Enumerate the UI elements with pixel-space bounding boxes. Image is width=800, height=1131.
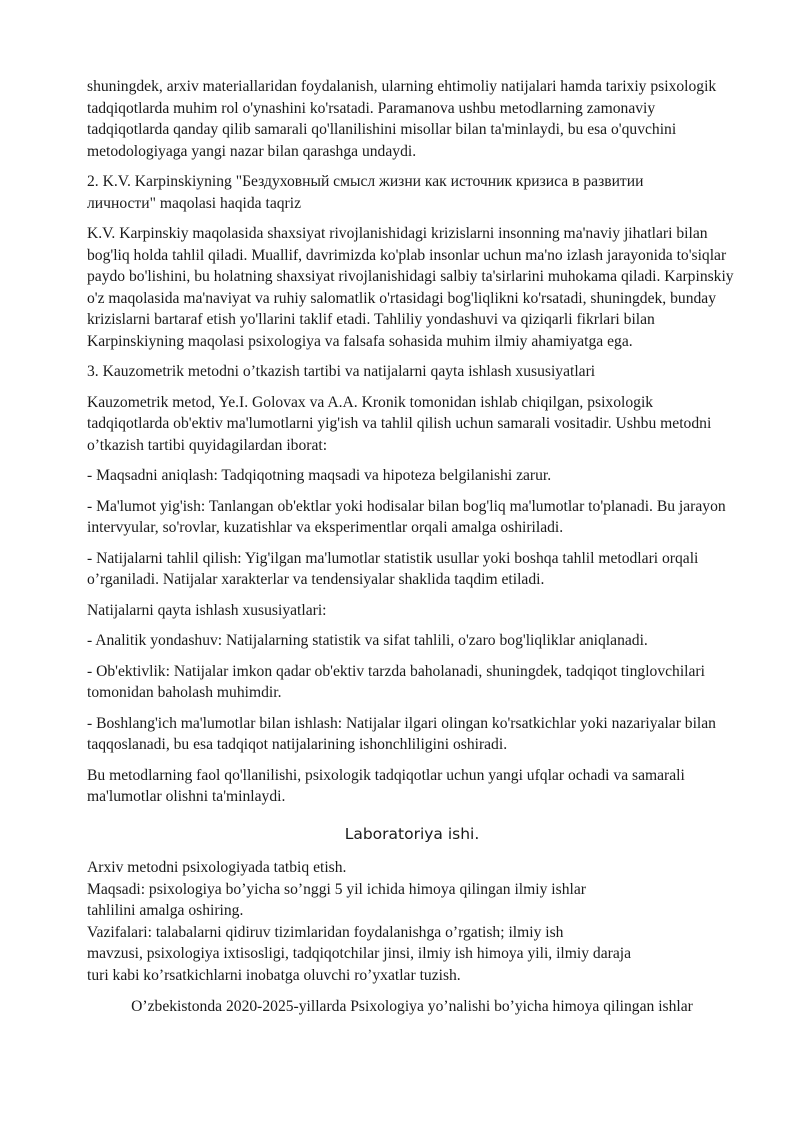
- paragraph-karpinskiy-review: K.V. Karpinskiy maqolasida shaxsiyat rivojlanishidagi krizislarni insonning ma'naviy jihatlari bilan bog'liq holda tahlil qiladi. Muallif, davrimizda ko'plab insonlar uchun ma'no izlash jarayonida to'siqlar paydo bo'lishini, bu holatning shaxsiyat rivojlanishidagi salbiy ta'sirlarini muhokama qiladi. Karpinskiy o'z maqolasida ma'naviyat va ruhiy salomatlik o'rtasidagi bog'liqlikni ko'rsatadi, shuningdek, bunday krizislarni bartaraf etish yo'llarini taklif etadi. Tahliliy yondashuvi va qiziqarli fikrlari bilan Karpinskiyning maqolasi psixologiya va falsafa sohasida muhim ilmiy ahamiyatga ega.: [87, 225, 734, 350]
- section-heading-line-2: личности" maqolasi haqida taqriz: [87, 194, 302, 212]
- lab-line-1: Arxiv metodni psixologiyada tatbiq etish.: [87, 859, 347, 876]
- lab-line-5: mavzusi, psixologiya ixtisosligi, tadqiqotchilar jinsi, ilmiy ish himoya yili, ilmiy daraja: [87, 945, 631, 962]
- lab-description: [87, 857, 737, 986]
- list-item-data-collection: - Ma'lumot yig'ish: Tanlangan ob'ektlar yoki hodisalar bilan bog'liq ma'lumotlar to'planadi. Bu jarayon intervyular, so'rovlar, kuzatishlar va eksperimentlar orqali amalga oshiriladi.: [87, 497, 726, 536]
- paragraph-conclusion: Bu metodlarning faol qo'llanilishi, psixologik tadqiqotlar uchun yangi ufqlar ochadi va samarali ma'lumotlar olishni ta'minlaydi.: [87, 766, 685, 805]
- lab-line-3: tahlilini amalga oshiring.: [87, 902, 244, 919]
- paragraph-archive-methods: shuningdek, arxiv materiallaridan foydalanish, ularning ehtimoliy natijalari hamda tarixiy psixologik tadqiqotlarda muhim rol o'ynashini ko'rsatadi. Paramanova ushbu metodlarning zamonaviy tadqiqotlarda qanday qilib samarali qo'llanilishini misollar bilan ta'minlaydi, bu esa o'quvchini metodologiyaga yangi nazar bilan qarashga undaydi.: [87, 78, 717, 160]
- table-heading: O’zbekistonda 2020-2025-yillarda Psixologiya yo’nalishi bo’yicha himoya qilingan ishlar: [131, 998, 693, 1015]
- lab-line-2: Maqsadi: psixologiya bo’yicha so’nggi 5 yil ichida himoya qilingan ilmiy ishlar: [87, 880, 586, 898]
- section-heading-kauzometrik: 3. Kauzometrik metodni o’tkazish tartibi va natijalarni qayta ishlash xususiyatlari: [87, 363, 596, 380]
- list-item-goal: - Maqsadni aniqlash: Tadqiqotning maqsadi va hipoteza belgilanishi zarur.: [87, 467, 552, 484]
- list-item-analytic-approach: - Analitik yondashuv: Natijalarning statistik va sifat tahlili, o'zaro bog'liqliklar aniqlanadi.: [87, 632, 648, 649]
- lab-line-4: Vazifalari: talabalarni qidiruv tizimlaridan foydalanishga o’rgatish; ilmiy ish: [87, 923, 564, 941]
- list-item-analysis: - Natijalarni tahlil qilish: Yig'ilgan ma'lumotlar statistik usullar yoki boshqa tahlil metodlari orqali o’rganiladi. Natijalar xarakterlar va tendensiyalar shaklida taqdim etiladi.: [87, 549, 699, 588]
- section-heading-line-1: 2. K.V. Karpinskiyning "Бездуховный смысл жизни как источник кризиса в развитии: [87, 173, 644, 190]
- list-item-objectivity: - Ob'ektivlik: Natijalar imkon qadar ob'ektiv tarzda baholanadi, shuningdek, tadqiqot tinglovchilari tomonidan baholash muhimdir.: [87, 662, 705, 701]
- paragraph-processing-features: Natijalarni qayta ishlash xususiyatlari:: [87, 601, 327, 619]
- section-heading-karpinskiy: [87, 171, 737, 214]
- paragraph-kauzometrik-intro: Kauzometrik metod, Ye.I. Golovax va A.A. Kronik tomonidan ishlab chiqilgan, psixologik tadqiqotlarda ob'ektiv ma'lumotlarni yig'ish va tahlil qilish uchun samarali vositadir. Ushbu metodni o’tkazish tartibi quyidagilardan iborat:: [87, 393, 712, 454]
- lab-title: Laboratoriya ishi.: [344, 824, 480, 843]
- page-content: [87, 76, 737, 1027]
- list-item-initial-data: - Boshlang'ich ma'lumotlar bilan ishlash: Natijalar ilgari olingan ko'rsatkichlar yoki nazariyalar bilan taqqoslanadi, bu esa tadqiqot natijalarining ishonchliligini oshiradi.: [87, 714, 716, 753]
- lab-line-6: turi kabi ko’rsatkichlarni inobatga oluvchi ro’yxatlar tuzish.: [87, 966, 461, 984]
